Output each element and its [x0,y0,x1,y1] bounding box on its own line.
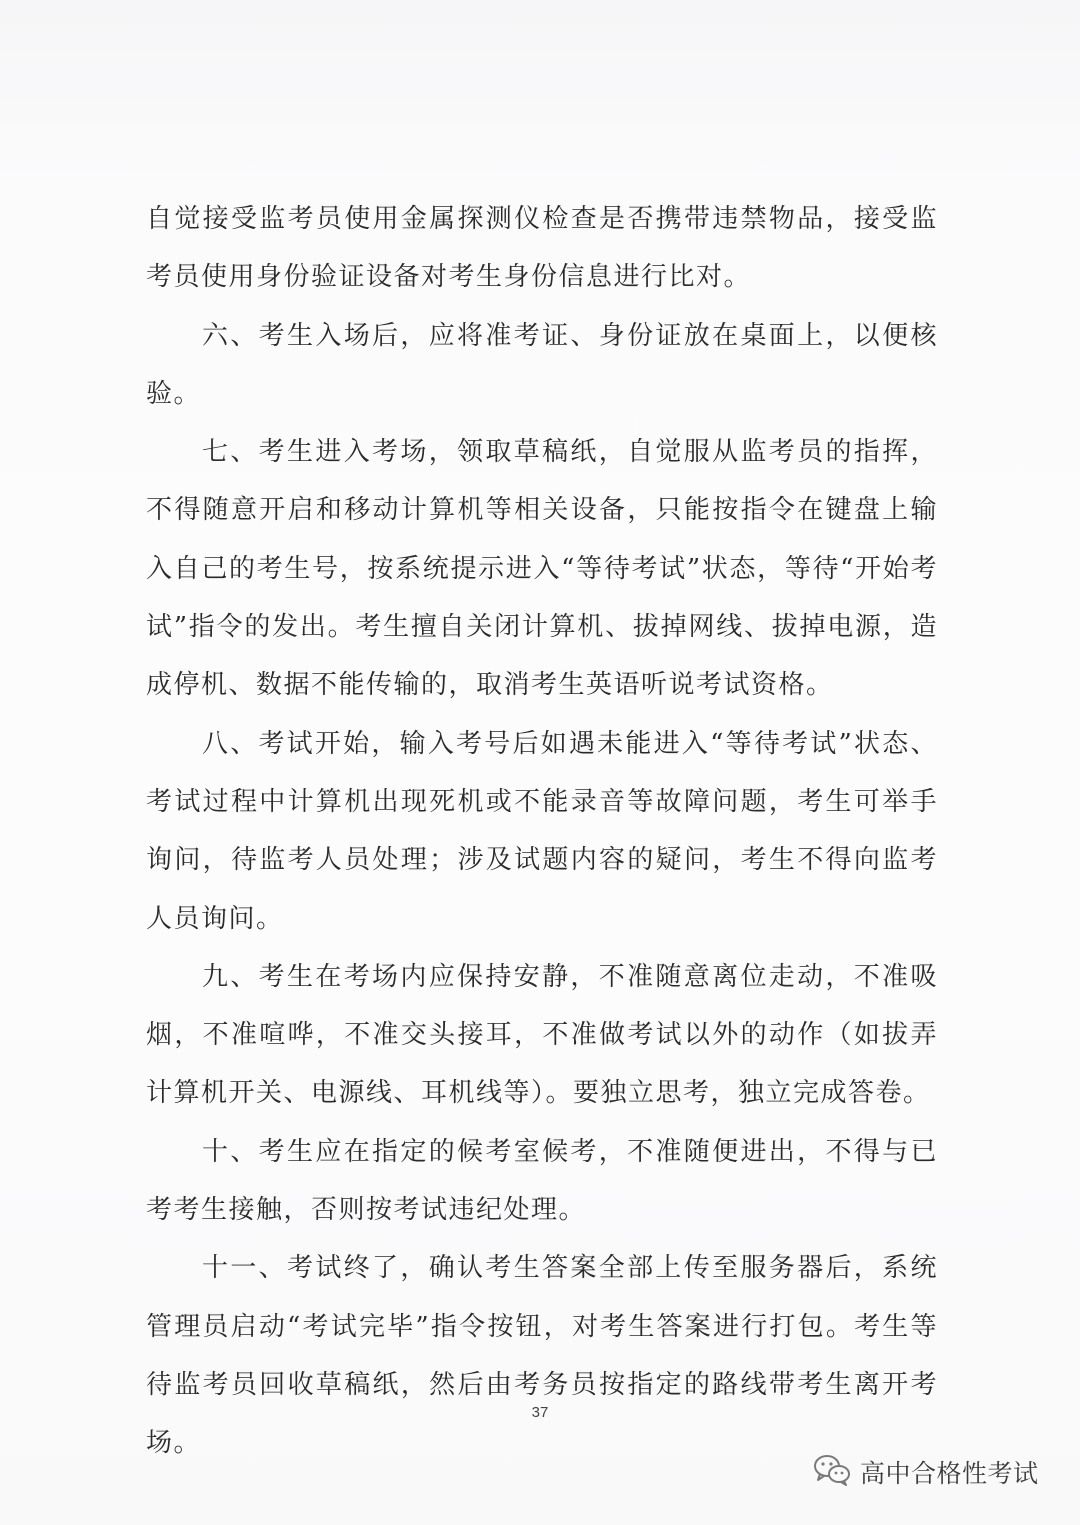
document-body [146,190,938,1473]
paragraph-item-10: 十、考生应在指定的候考室候考，不准随便进出，不得与已考考生接触，否则按考试违纪处理。 [146,1136,938,1226]
watermark-text: 高中合格性考试 [860,1459,1039,1488]
paragraph-item-7: 七、考生进入考场，领取草稿纸，自觉服从监考员的指挥，不得随意开启和移动计算机等相关设备，只能按指令在键盘上输入自己的考生号，按系统提示进入“等待考试”状态，等待“开始考试”指令的发出。考生擅自关闭计算机、拔掉网线、拔掉电源，造成停机、数据不能传输的，取消考生英语听说考试资格。 [146,437,938,701]
paragraph-continued: 自觉接受监考员使用金属探测仪检查是否携带违禁物品，接受监考员使用身份验证设备对考生身份信息进行比对。 [146,204,938,293]
watermark [812,1452,1039,1492]
paragraph-item-6: 六、考生入场后，应将准考证、身份证放在桌面上，以便核验。 [146,320,938,409]
paragraph-item-11: 十一、考试终了，确认考生答案全部上传至服务器后，系统管理员启动“考试完毕”指令按钮，对考生答案进行打包。考生等待监考员回收草稿纸，然后由考务员按指定的路线带考生离开考场。 [146,1253,938,1459]
paragraph-item-8: 八、考试开始，输入考号后如遇未能进入“等待考试”状态、考试过程中计算机出现死机或不能录音等故障问题，考生可举手询问，待监考人员处理；涉及试题内容的疑问，考生不得向监考人员询问。 [146,728,938,934]
wechat-icon [812,1453,852,1492]
page-number: 37 [531,1404,549,1421]
paragraph-item-9: 九、考生在考场内应保持安静，不准随意离位走动，不准吸烟，不准喧哗，不准交头接耳，不准做考试以外的动作（如拔弄计算机开关、电源线、耳机线等）。要独立思考，独立完成答卷。 [146,961,938,1109]
